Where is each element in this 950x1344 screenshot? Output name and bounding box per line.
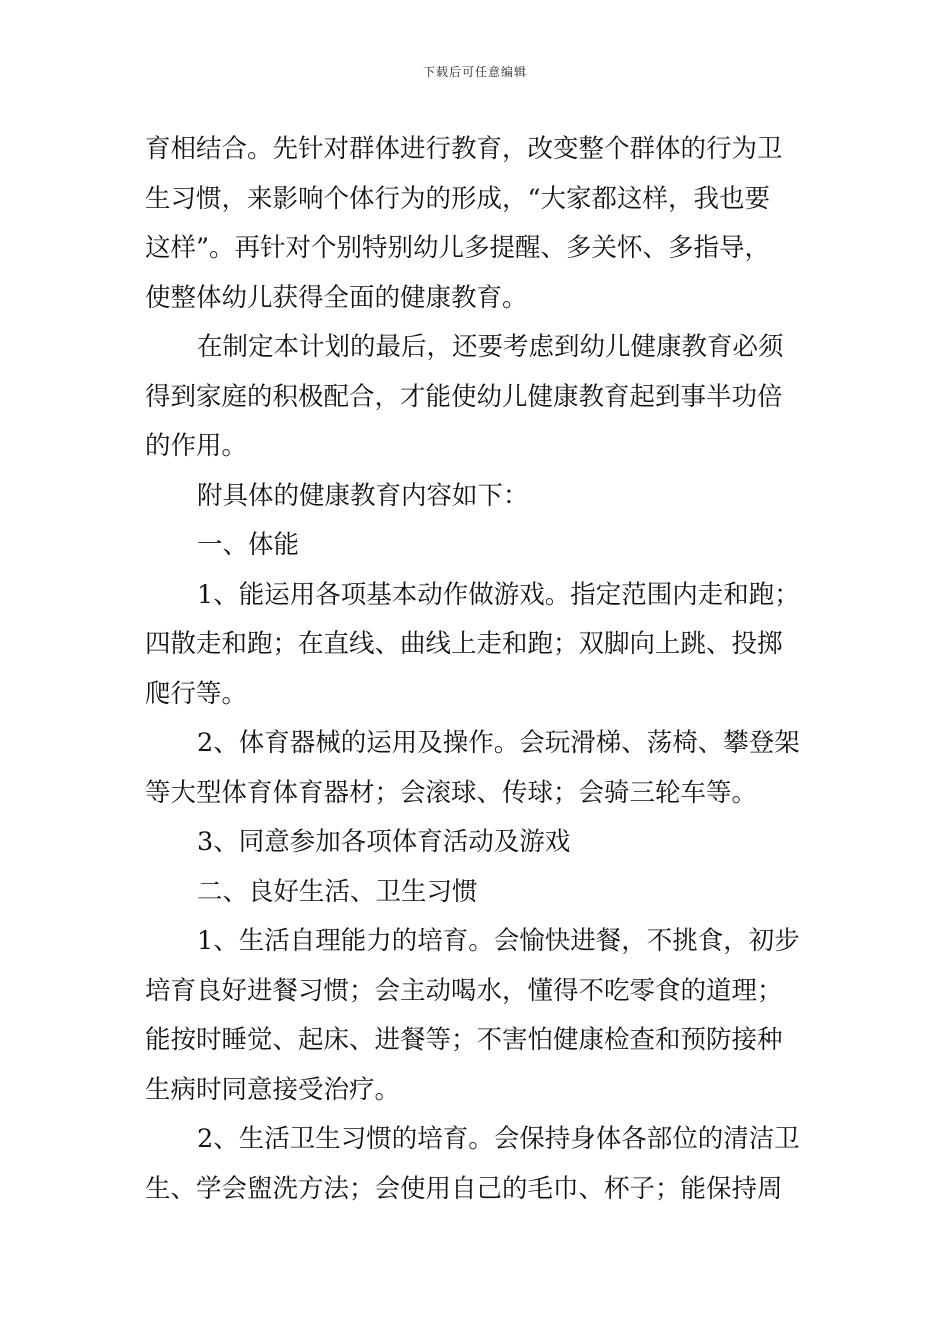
paragraph	[145, 818, 805, 868]
paragraph	[145, 125, 805, 323]
paragraph	[145, 323, 805, 472]
document-body	[145, 125, 805, 1214]
text-line: 生病时同意接受治疗。	[145, 1074, 401, 1105]
section-heading	[145, 521, 805, 571]
text-line: 2、体育器械的运用及操作。会玩滑梯、荡椅、攀登架	[197, 728, 800, 758]
text-line: 1、能运用各项基本动作做游戏。指定范围内走和跑；	[197, 579, 800, 610]
paragraph	[145, 719, 805, 818]
text-line: 1、生活自理能力的培育。会愉快进餐，不挑食，初步	[197, 926, 800, 956]
paragraph	[145, 917, 805, 1115]
text-line: 在制定本计划的最后，还要考虑到幼儿健康教育必须	[197, 332, 784, 362]
text-line: 附具体的健康教育内容如下：	[197, 480, 529, 511]
text-line: 得到家庭的积极配合，才能使幼儿健康教育起到事半功倍	[145, 381, 783, 412]
text-line: 育相结合。先针对群体进行教育，改变整个群体的行为卫	[145, 134, 783, 164]
text-line: 爬行等。	[145, 678, 248, 709]
text-line: 等大型体育体育器材；会滚球、传球；会骑三轮车等。	[145, 777, 758, 808]
page-header: 下载后可任意编辑	[422, 65, 527, 79]
text-line: 3、同意参加各项体育活动及游戏	[197, 827, 571, 857]
text-line: 生、学会盥洗方法；会使用自己的毛巾、杯子；能保持周	[145, 1173, 783, 1204]
text-line: 培育良好进餐习惯；会主动喝水，懂得不吃零食的道理；	[145, 975, 783, 1006]
paragraph	[145, 571, 805, 720]
paragraph	[145, 472, 805, 522]
text-line: 生习惯，来影响个体行为的形成，“大家都这样，我也要	[145, 183, 771, 214]
text-line: 一、体能	[197, 530, 300, 560]
text-line: 能按时睡觉、起床、进餐等；不害怕健康检查和预防接种	[145, 1025, 783, 1055]
text-line: 的作用。	[145, 431, 248, 461]
text-line: 四散走和跑；在直线、曲线上走和跑；双脚向上跳、投掷	[145, 629, 783, 659]
text-line: 这样”。再针对个别特别幼儿多提醒、多关怀、多指导，	[145, 233, 771, 263]
paragraph	[145, 1115, 805, 1214]
text-line: 2、生活卫生习惯的培育。会保持身体各部位的清洁卫	[197, 1124, 800, 1154]
text-line: 使整体幼儿获得全面的健康教育。	[145, 282, 528, 313]
text-line: 二、良好生活、卫生习惯	[197, 876, 478, 907]
section-heading	[145, 868, 805, 918]
